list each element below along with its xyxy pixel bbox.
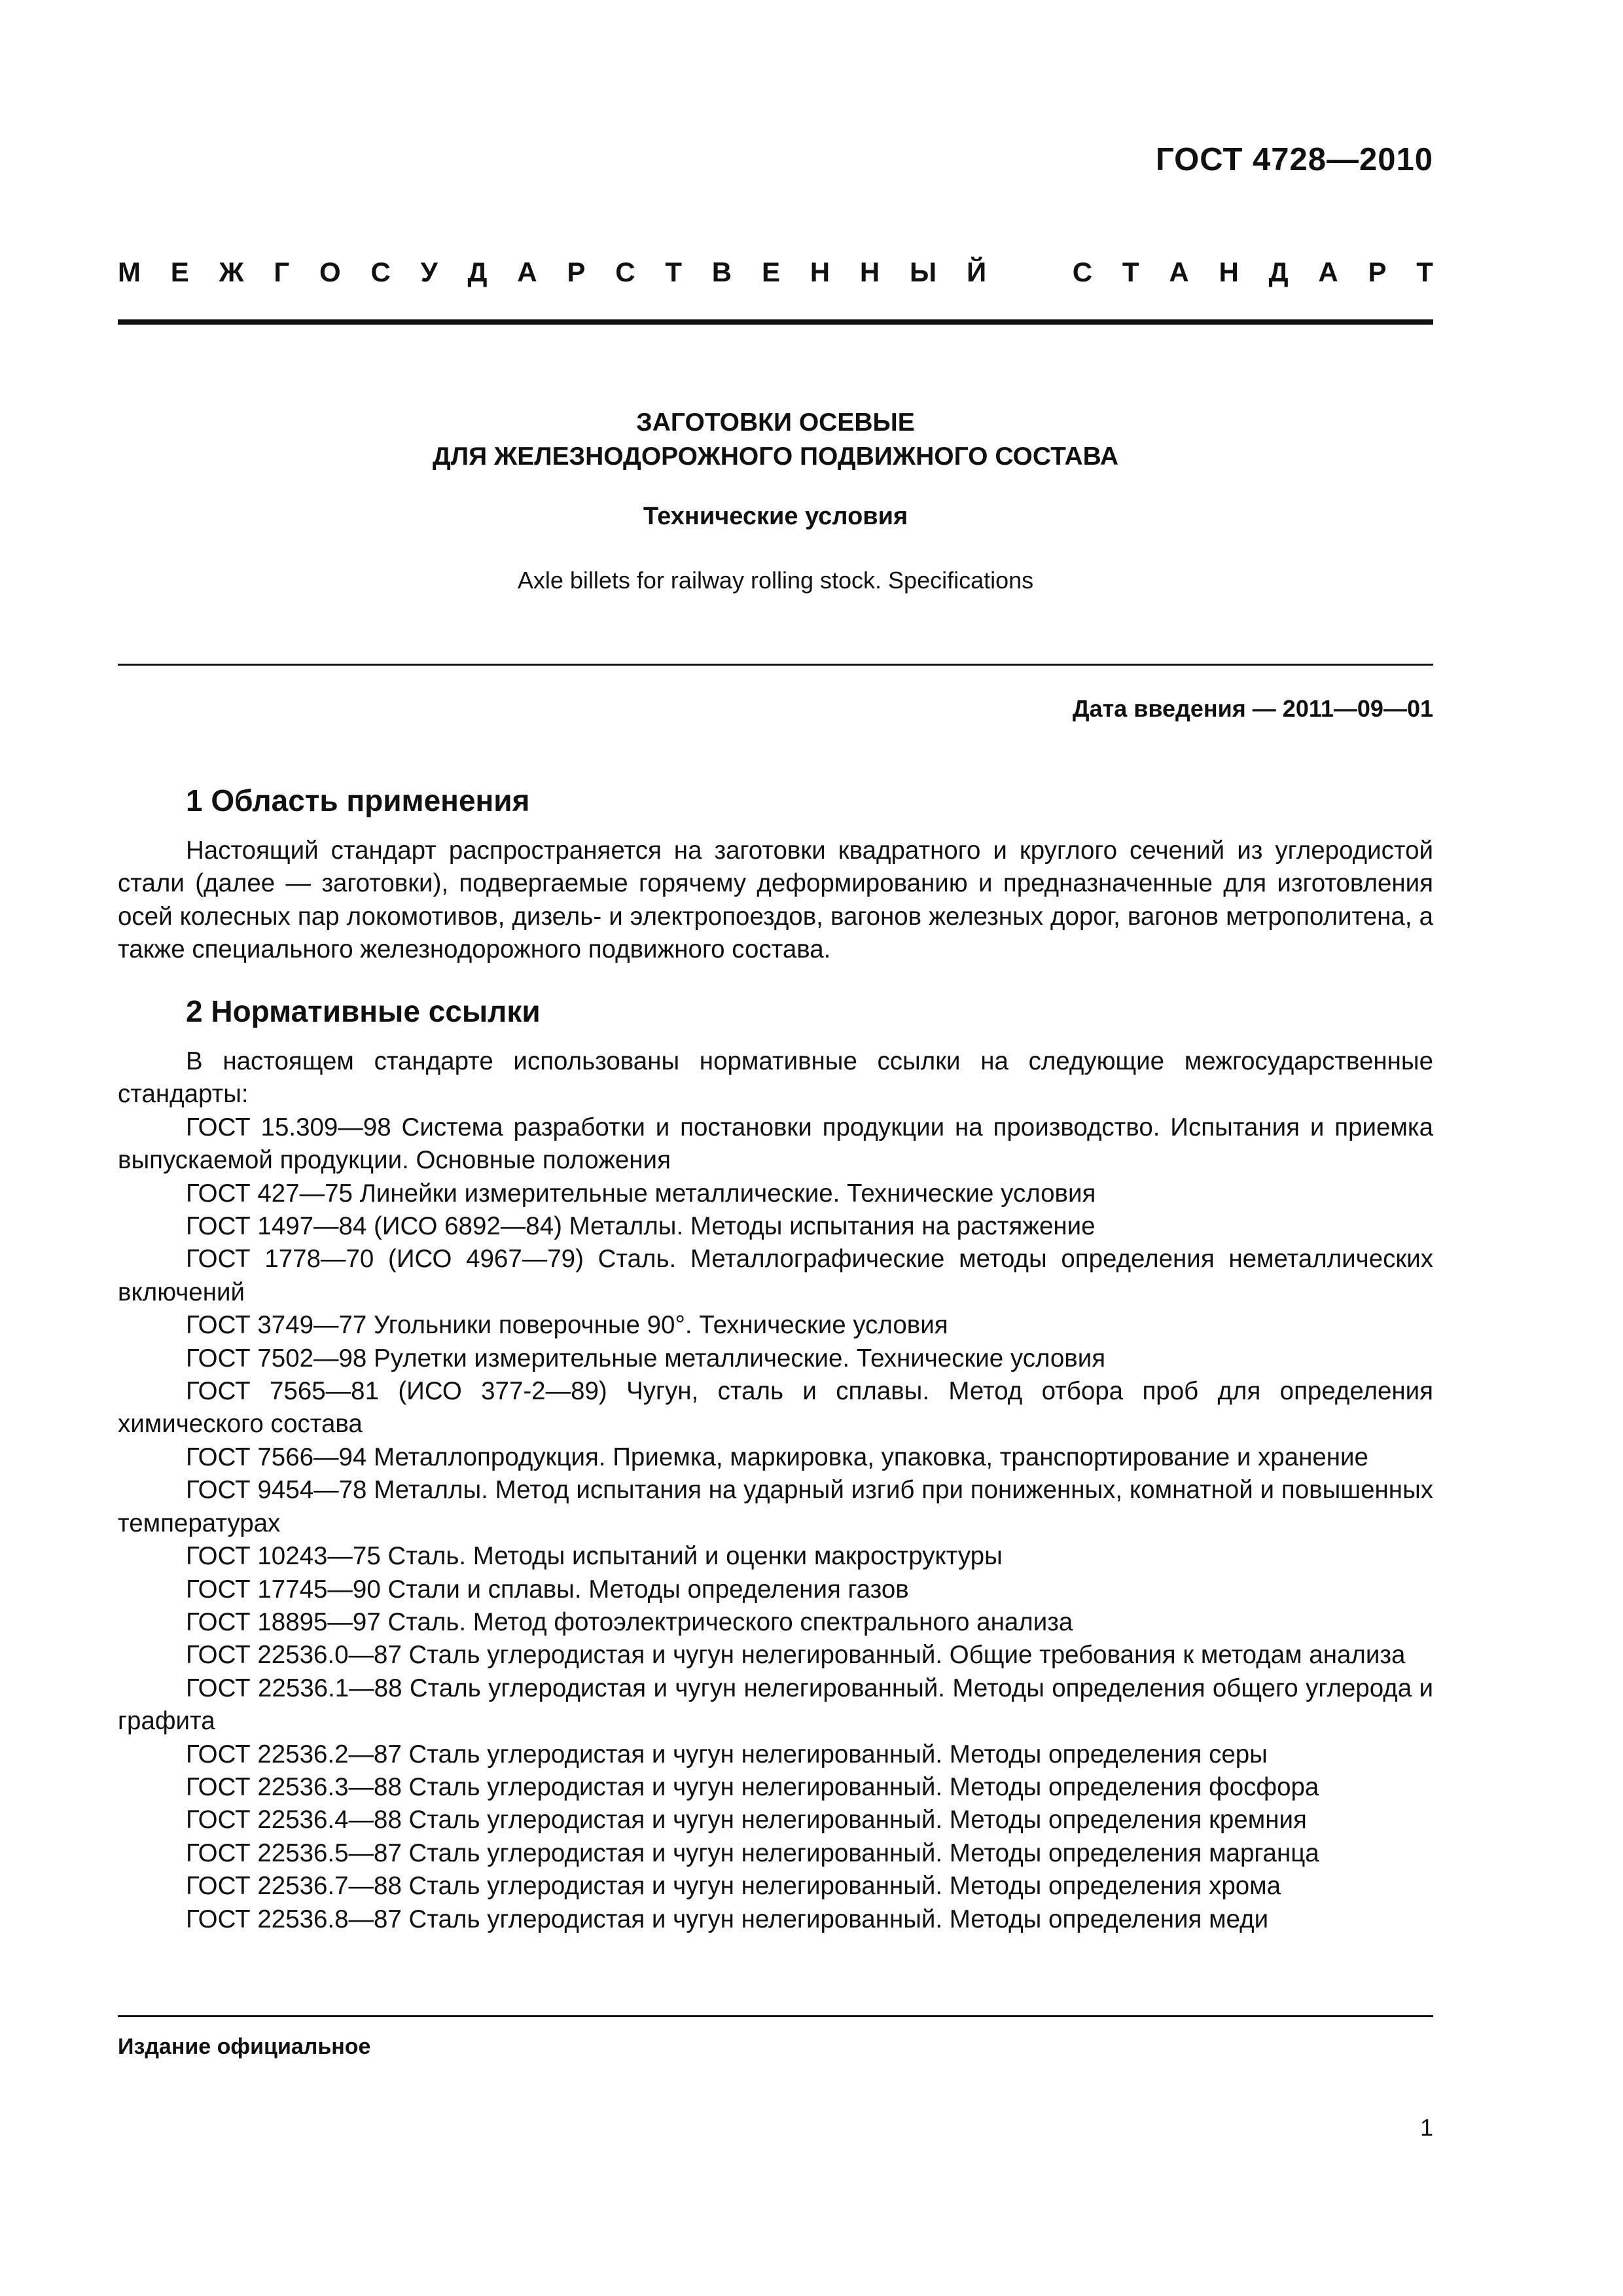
title-line-1: ЗАГОТОВКИ ОСЕВЫЕ bbox=[636, 408, 915, 437]
introduction-date: Дата введения — 2011—09—01 bbox=[1072, 695, 1433, 722]
reference-item: ГОСТ 427—75 Линейки измерительные металлические. Технические условия bbox=[186, 1179, 1096, 1208]
reference-item: ГОСТ 17745—90 Стали и сплавы. Методы определения газов bbox=[186, 1575, 909, 1604]
heading-letter: Й bbox=[966, 257, 987, 287]
reference-item: ГОСТ 7565—81 (ИСО 377-2—89) Чугун, сталь и сплавы. Метод отбора проб для определения химического состава bbox=[118, 1377, 1433, 1439]
document-title bbox=[118, 406, 1433, 474]
heading-letter: У bbox=[420, 257, 438, 287]
standard-type-heading bbox=[118, 257, 1433, 288]
reference-item: ГОСТ 10243—75 Сталь. Методы испытаний и оценки макроструктуры bbox=[186, 1542, 1003, 1571]
reference-item: ГОСТ 22536.2—87 Сталь углеродистая и чугун нелегированный. Методы определения серы bbox=[186, 1740, 1268, 1768]
heading-letter: В bbox=[711, 257, 732, 287]
reference-item: ГОСТ 22536.3—88 Сталь углеродистая и чугун нелегированный. Методы определения фосфора bbox=[186, 1772, 1319, 1801]
heading-letter: С bbox=[370, 257, 391, 287]
heading-letter: М bbox=[118, 257, 141, 287]
section-1-body bbox=[118, 834, 1433, 967]
section-1-heading: 1 Область применения bbox=[186, 783, 530, 817]
heading-letter: Р bbox=[1368, 257, 1387, 287]
heading-letter: Д bbox=[1268, 257, 1289, 287]
reference-item: ГОСТ 22536.7—88 Сталь углеродистая и чугун нелегированный. Методы определения хрома bbox=[186, 1872, 1281, 1901]
reference-item: ГОСТ 15.309—98 Система разработки и постановки продукции на производство. Испытания и приемка выпускаемой продукции. Основные положения bbox=[118, 1113, 1433, 1175]
reference-item: ГОСТ 3749—77 Угольники поверочные 90°. Технические условия bbox=[186, 1311, 948, 1340]
section-2-intro: В настоящем стандарте использованы нормативные ссылки на следующие межгосударственные стандарты: bbox=[118, 1047, 1433, 1109]
heading-letter: Н bbox=[1219, 257, 1239, 287]
heading-letter: О bbox=[319, 257, 341, 287]
heading-letter: Ы bbox=[910, 257, 937, 287]
reference-item: ГОСТ 22536.8—87 Сталь углеродистая и чугун нелегированный. Методы определения меди bbox=[186, 1905, 1269, 1933]
title-divider bbox=[118, 664, 1433, 666]
reference-item: ГОСТ 1778—70 (ИСО 4967—79) Сталь. Металлографические методы определения неметаллических включений bbox=[118, 1245, 1433, 1306]
heading-letter: Т bbox=[1416, 257, 1433, 287]
heading-word-gap bbox=[1016, 257, 1043, 288]
reference-item: ГОСТ 22536.4—88 Сталь углеродистая и чугун нелегированный. Методы определения кремния bbox=[186, 1806, 1307, 1835]
heading-letter: Н bbox=[859, 257, 880, 287]
title-line-2: ДЛЯ ЖЕЛЕЗНОДОРОЖНОГО ПОДВИЖНОГО СОСТАВА bbox=[432, 442, 1118, 471]
heading-letter: Р bbox=[567, 257, 586, 287]
heading-letter: С bbox=[615, 257, 635, 287]
reference-item: ГОСТ 9454—78 Металлы. Метод испытания на ударный изгиб при пониженных, комнатной и повышенных температурах bbox=[118, 1476, 1433, 1537]
section-1-paragraph: Настоящий стандарт распространяется на заготовки квадратного и круглого сечений из углеродистой стали (далее — заготовки), подвергаемые горячему деформированию и предназначенные для изготовления осей колесных пар локомотивов, дизель- и электропоездов, вагонов железных дорог, вагонов метрополитена, а также специального железнодорожного подвижного состава. bbox=[118, 836, 1433, 964]
heading-letter: Н bbox=[810, 257, 830, 287]
reference-item: ГОСТ 22536.1—88 Сталь углеродистая и чугун нелегированный. Методы определения общего углерода и графита bbox=[118, 1674, 1433, 1736]
heading-letter: Т bbox=[1122, 257, 1139, 287]
english-title: Axle billets for railway rolling stock. Specifications bbox=[517, 567, 1034, 594]
official-edition-label: Издание официальное bbox=[118, 2034, 371, 2059]
gost-number: ГОСТ 4728—2010 bbox=[1156, 142, 1433, 177]
footer-divider bbox=[118, 2015, 1433, 2017]
header-divider bbox=[118, 319, 1433, 325]
heading-letter: Е bbox=[170, 257, 189, 287]
heading-letter: А bbox=[1318, 257, 1338, 287]
page-number: 1 bbox=[1419, 2114, 1433, 2141]
section-2-body bbox=[118, 1045, 1433, 1936]
reference-item: ГОСТ 7502—98 Рулетки измерительные металлические. Технические условия bbox=[186, 1344, 1106, 1372]
reference-item: ГОСТ 7566—94 Металлопродукция. Приемка, маркировка, упаковка, транспортирование и хранение bbox=[186, 1443, 1368, 1471]
heading-letter: С bbox=[1072, 257, 1093, 287]
heading-letter: Ж bbox=[219, 257, 244, 287]
reference-item: ГОСТ 22536.0—87 Сталь углеродистая и чугун нелегированный. Общие требования к методам анализа bbox=[186, 1641, 1406, 1670]
heading-letter: Е bbox=[761, 257, 780, 287]
heading-letter: А bbox=[1169, 257, 1189, 287]
heading-letter: Г bbox=[274, 257, 290, 287]
reference-item: ГОСТ 22536.5—87 Сталь углеродистая и чугун нелегированный. Методы определения марганца bbox=[186, 1839, 1319, 1867]
heading-letter: А bbox=[517, 257, 537, 287]
heading-letter: Т bbox=[665, 257, 682, 287]
heading-letter: Д bbox=[467, 257, 488, 287]
document-subtitle: Технические условия bbox=[643, 503, 908, 530]
reference-item: ГОСТ 18895—97 Сталь. Метод фотоэлектрического спектрального анализа bbox=[186, 1607, 1073, 1636]
section-2-heading: 2 Нормативные ссылки bbox=[186, 994, 541, 1028]
references-list bbox=[118, 1111, 1433, 1936]
reference-item: ГОСТ 1497—84 (ИСО 6892—84) Металлы. Методы испытания на растяжение bbox=[186, 1212, 1096, 1241]
